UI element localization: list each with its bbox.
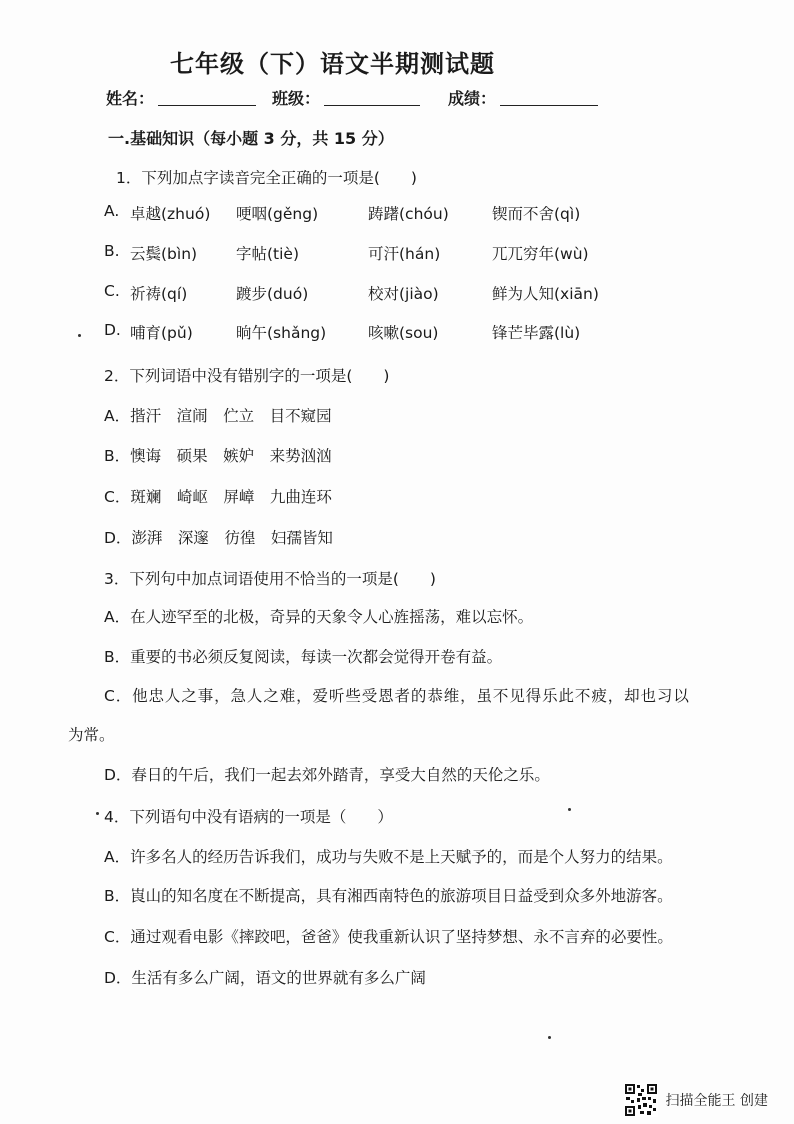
scan-speck [96,812,99,815]
q4-option-d: D．生活有多么广阔，语文的世界就有多么广阔 [104,969,426,987]
option-item: 咳嗽(sou) [368,324,439,342]
score-blank[interactable] [500,91,598,106]
q3-option-d: D．春日的午后，我们一起去郊外踏青，享受大自然的天伦之乐。 [104,766,550,784]
watermark-text: 扫描全能王 创建 [665,1093,768,1109]
class-label: 班级： [272,89,321,108]
name-blank[interactable] [158,91,256,106]
question-2-stem: 2．下列词语中没有错别字的一项是( ) [104,367,390,385]
page-title: 七年级（下）语文半期测试题 [170,50,495,78]
option-item: 锲而不舍(qì) [492,205,581,223]
option-item: 云鬓(bìn) [130,245,198,263]
section-heading: 一.基础知识（每小题 3 分，共 15 分） [108,129,394,148]
q2-option-a: A．揩汗 渲闹 伫立 目不窥园 [104,407,332,425]
score-label: 成绩： [448,89,497,108]
q2-option-d: D．澎湃 深邃 彷徨 妇孺皆知 [104,529,333,547]
score-field [448,86,598,109]
qr-code-icon [624,1083,658,1117]
q2-option-b: B．懊诲 硕果 嫉妒 来势汹汹 [104,447,332,465]
q3-option-c-continued: 为常。 [68,726,115,744]
option-item: 可汗(hán) [368,245,441,263]
name-label: 姓名： [106,89,155,108]
q4-option-b: B．崀山的知名度在不断提高，具有湘西南特色的旅游项目日益受到众多外地游客。 [104,887,673,905]
option-item: 锋芒毕露(lù) [492,324,581,342]
class-blank[interactable] [324,91,420,106]
option-item: 踌躇(chóu) [368,205,449,223]
q2-option-c: C．斑斓 崎岖 屏嶂 九曲连环 [104,488,332,506]
option-item: 兀兀穷年(wù) [492,245,589,263]
name-field [106,86,256,109]
option-letter: C. [104,282,120,300]
option-item: 鲜为人知(xiān) [492,285,599,303]
question-3-stem: 3．下列句中加点词语使用不恰当的一项是( ) [104,570,436,588]
option-letter: D. [104,321,121,339]
q3-option-a: A．在人迹罕至的北极，奇异的天象令人心旌摇荡，难以忘怀。 [104,608,534,626]
q3-option-b: B．重要的书必须反复阅读，每读一次都会觉得开卷有益。 [104,648,503,666]
question-4-stem: 4．下列语句中没有语病的一项是（ ） [104,808,393,826]
scan-speck [78,334,81,337]
q4-option-a: A．许多名人的经历告诉我们，成功与失败不是上天赋予的，而是个人努力的结果。 [104,848,673,866]
scan-speck [548,1036,551,1039]
option-item: 祈祷(qí) [130,285,188,303]
scan-speck [568,808,571,811]
q3-option-c: C．他忠人之事，急人之难，爱听些受恩者的恭维，虽不见得乐此不疲，却也习以 [104,687,690,705]
option-item: 校对(jiào) [368,285,439,303]
question-1-stem: 1．下列加点字读音完全正确的一项是( ) [116,169,417,187]
q4-option-c: C．通过观看电影《摔跤吧，爸爸》使我重新认识了坚持梦想、永不言弃的必要性。 [104,928,673,946]
scanner-watermark [624,1083,768,1117]
option-item: 哽咽(gěng) [236,205,319,223]
option-item: 卓越(zhuó) [130,205,211,223]
option-item: 字帖(tiè) [236,245,300,263]
option-item: 晌午(shǎng) [236,324,327,342]
option-item: 踱步(duó) [236,285,309,303]
option-item: 哺育(pǔ) [130,324,193,342]
option-letter: B. [104,242,120,260]
option-letter: A. [104,202,120,220]
class-field [272,86,420,109]
